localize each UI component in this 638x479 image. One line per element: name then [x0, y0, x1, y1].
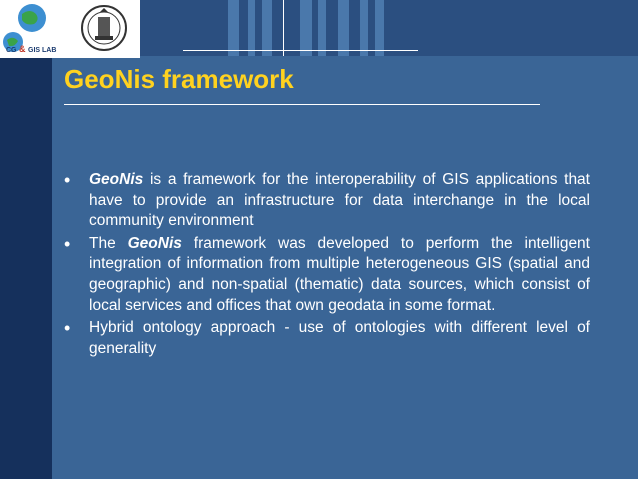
- cg-gis-lab-logo: [0, 0, 140, 58]
- decorative-top-line: [183, 50, 418, 51]
- top-stripe: [375, 0, 384, 56]
- bullet-point-icon: •: [64, 233, 71, 254]
- logo-area: [0, 0, 140, 58]
- bullet-text: [89, 234, 590, 316]
- top-stripe: [248, 0, 255, 56]
- title-underline: [64, 104, 540, 105]
- svg-text:CG: CG: [6, 47, 17, 54]
- bullet-prefix: The: [89, 234, 128, 252]
- bullet-emphasis: GeoNis: [127, 234, 182, 252]
- top-stripe: [262, 0, 272, 56]
- bullet-item: [64, 170, 590, 232]
- top-stripe: [300, 0, 312, 56]
- bullet-item: [64, 234, 590, 316]
- bullet-list: [64, 170, 590, 361]
- bullet-text: [89, 170, 590, 232]
- bullet-point-icon: •: [64, 170, 71, 190]
- top-stripe: [338, 0, 349, 56]
- bullet-item: [64, 318, 590, 359]
- bullet-emphasis: GeoNis: [89, 171, 144, 188]
- decorative-vertical-line: [283, 0, 284, 56]
- university-emblem-icon: [82, 6, 126, 50]
- slide-title: GeoNis framework: [64, 64, 294, 94]
- left-decorative-band: [0, 0, 52, 479]
- svg-text:&: &: [19, 44, 26, 54]
- top-stripe: [318, 0, 326, 56]
- bullet-body: framework was developed to perform the intelligent integration of information from multiple heterogeneous GIS (spatial and geographic) and non-spatial (thematic) data sources, which consist of local services and offices that own geodata in some format.: [89, 234, 590, 314]
- bullet-body: is a framework for the interoperability of GIS applications that have to provide an infrastructure for data interchange in the local community environment: [89, 171, 590, 230]
- top-stripe: [360, 0, 368, 56]
- svg-text:GIS LAB: GIS LAB: [28, 47, 57, 54]
- bullet-point-icon: •: [64, 318, 71, 339]
- top-stripe: [228, 0, 239, 56]
- bullet-text: [89, 318, 590, 359]
- bullet-body: Hybrid ontology approach - use of ontologies with different level of generality: [89, 319, 590, 357]
